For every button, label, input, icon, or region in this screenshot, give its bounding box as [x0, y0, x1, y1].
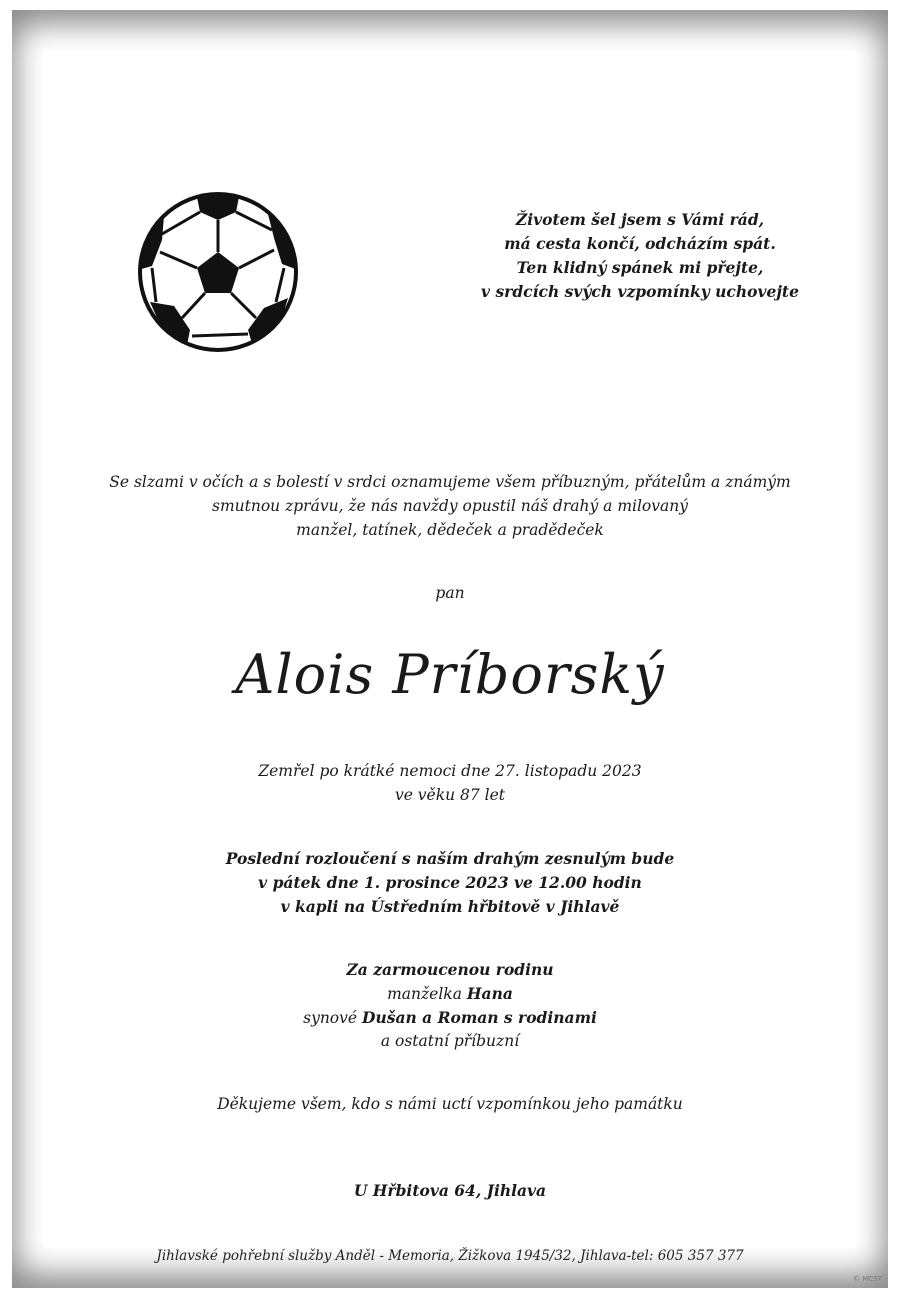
announcement-text: [60, 470, 840, 542]
sons-names: Dušan a Roman s rodinami: [362, 1008, 597, 1027]
wife-name: Hana: [466, 984, 513, 1003]
poem-line: v srdcích svých vzpomínky uchovejte: [481, 282, 799, 301]
family-sons: [60, 1006, 840, 1030]
announcement-line: Se slzami v očích a s bolestí v srdci oznamujeme všem příbuzným, přátelům a známým: [109, 473, 791, 491]
funeral-line: v kapli na Ústředním hřbitově v Jihlavě: [280, 897, 620, 916]
copyright-mark: © MCST: [853, 1275, 882, 1283]
home-address: U Hřbitova 64, Jihlava: [353, 1181, 547, 1200]
death-line: ve věku 87 let: [394, 786, 506, 804]
poem-line: Ten klidný spánek mi přejte,: [516, 258, 764, 277]
announcement-line: manžel, tatínek, dědeček a pradědeček: [296, 521, 604, 539]
funeral-details: [60, 847, 840, 919]
family-heading: [60, 958, 840, 982]
poem-line: má cesta končí, odcházím spát.: [504, 234, 776, 253]
family-others: a ostatní příbuzní: [380, 1032, 520, 1050]
funeral-line: v pátek dne 1. prosince 2023 ve 12.00 hodin: [258, 873, 642, 892]
soccer-ball-icon: [136, 190, 300, 354]
mourning-family: [60, 958, 840, 1053]
thanks-note: Děkujeme všem, kdo s námi uctí vzpomínkou jeho památku: [217, 1095, 683, 1113]
funeral-service-footer: Jihlavské pohřební služby Anděl - Memoria, Žižkova 1945/32, Jihlava-tel: 605 357 377: [156, 1248, 744, 1264]
poem-line: Životem šel jsem s Vámi rád,: [515, 210, 765, 229]
family-wife: [60, 982, 840, 1006]
sons-label: synové: [303, 1009, 358, 1027]
memorial-poem: [455, 208, 825, 304]
wife-label: manželka: [387, 985, 462, 1003]
deceased-name: Alois Príborský: [235, 643, 665, 706]
death-line: Zemřel po krátké nemoci dne 27. listopadu 2023: [258, 762, 642, 780]
salutation: pan: [435, 584, 465, 602]
funeral-line: Poslední rozloučení s naším drahým zesnulým bude: [225, 849, 675, 868]
family-heading-text: Za zarmoucenou rodinu: [346, 960, 554, 979]
announcement-line: smutnou zprávu, že nás navždy opustil náš drahý a milovaný: [212, 497, 688, 515]
death-details: [60, 759, 840, 807]
